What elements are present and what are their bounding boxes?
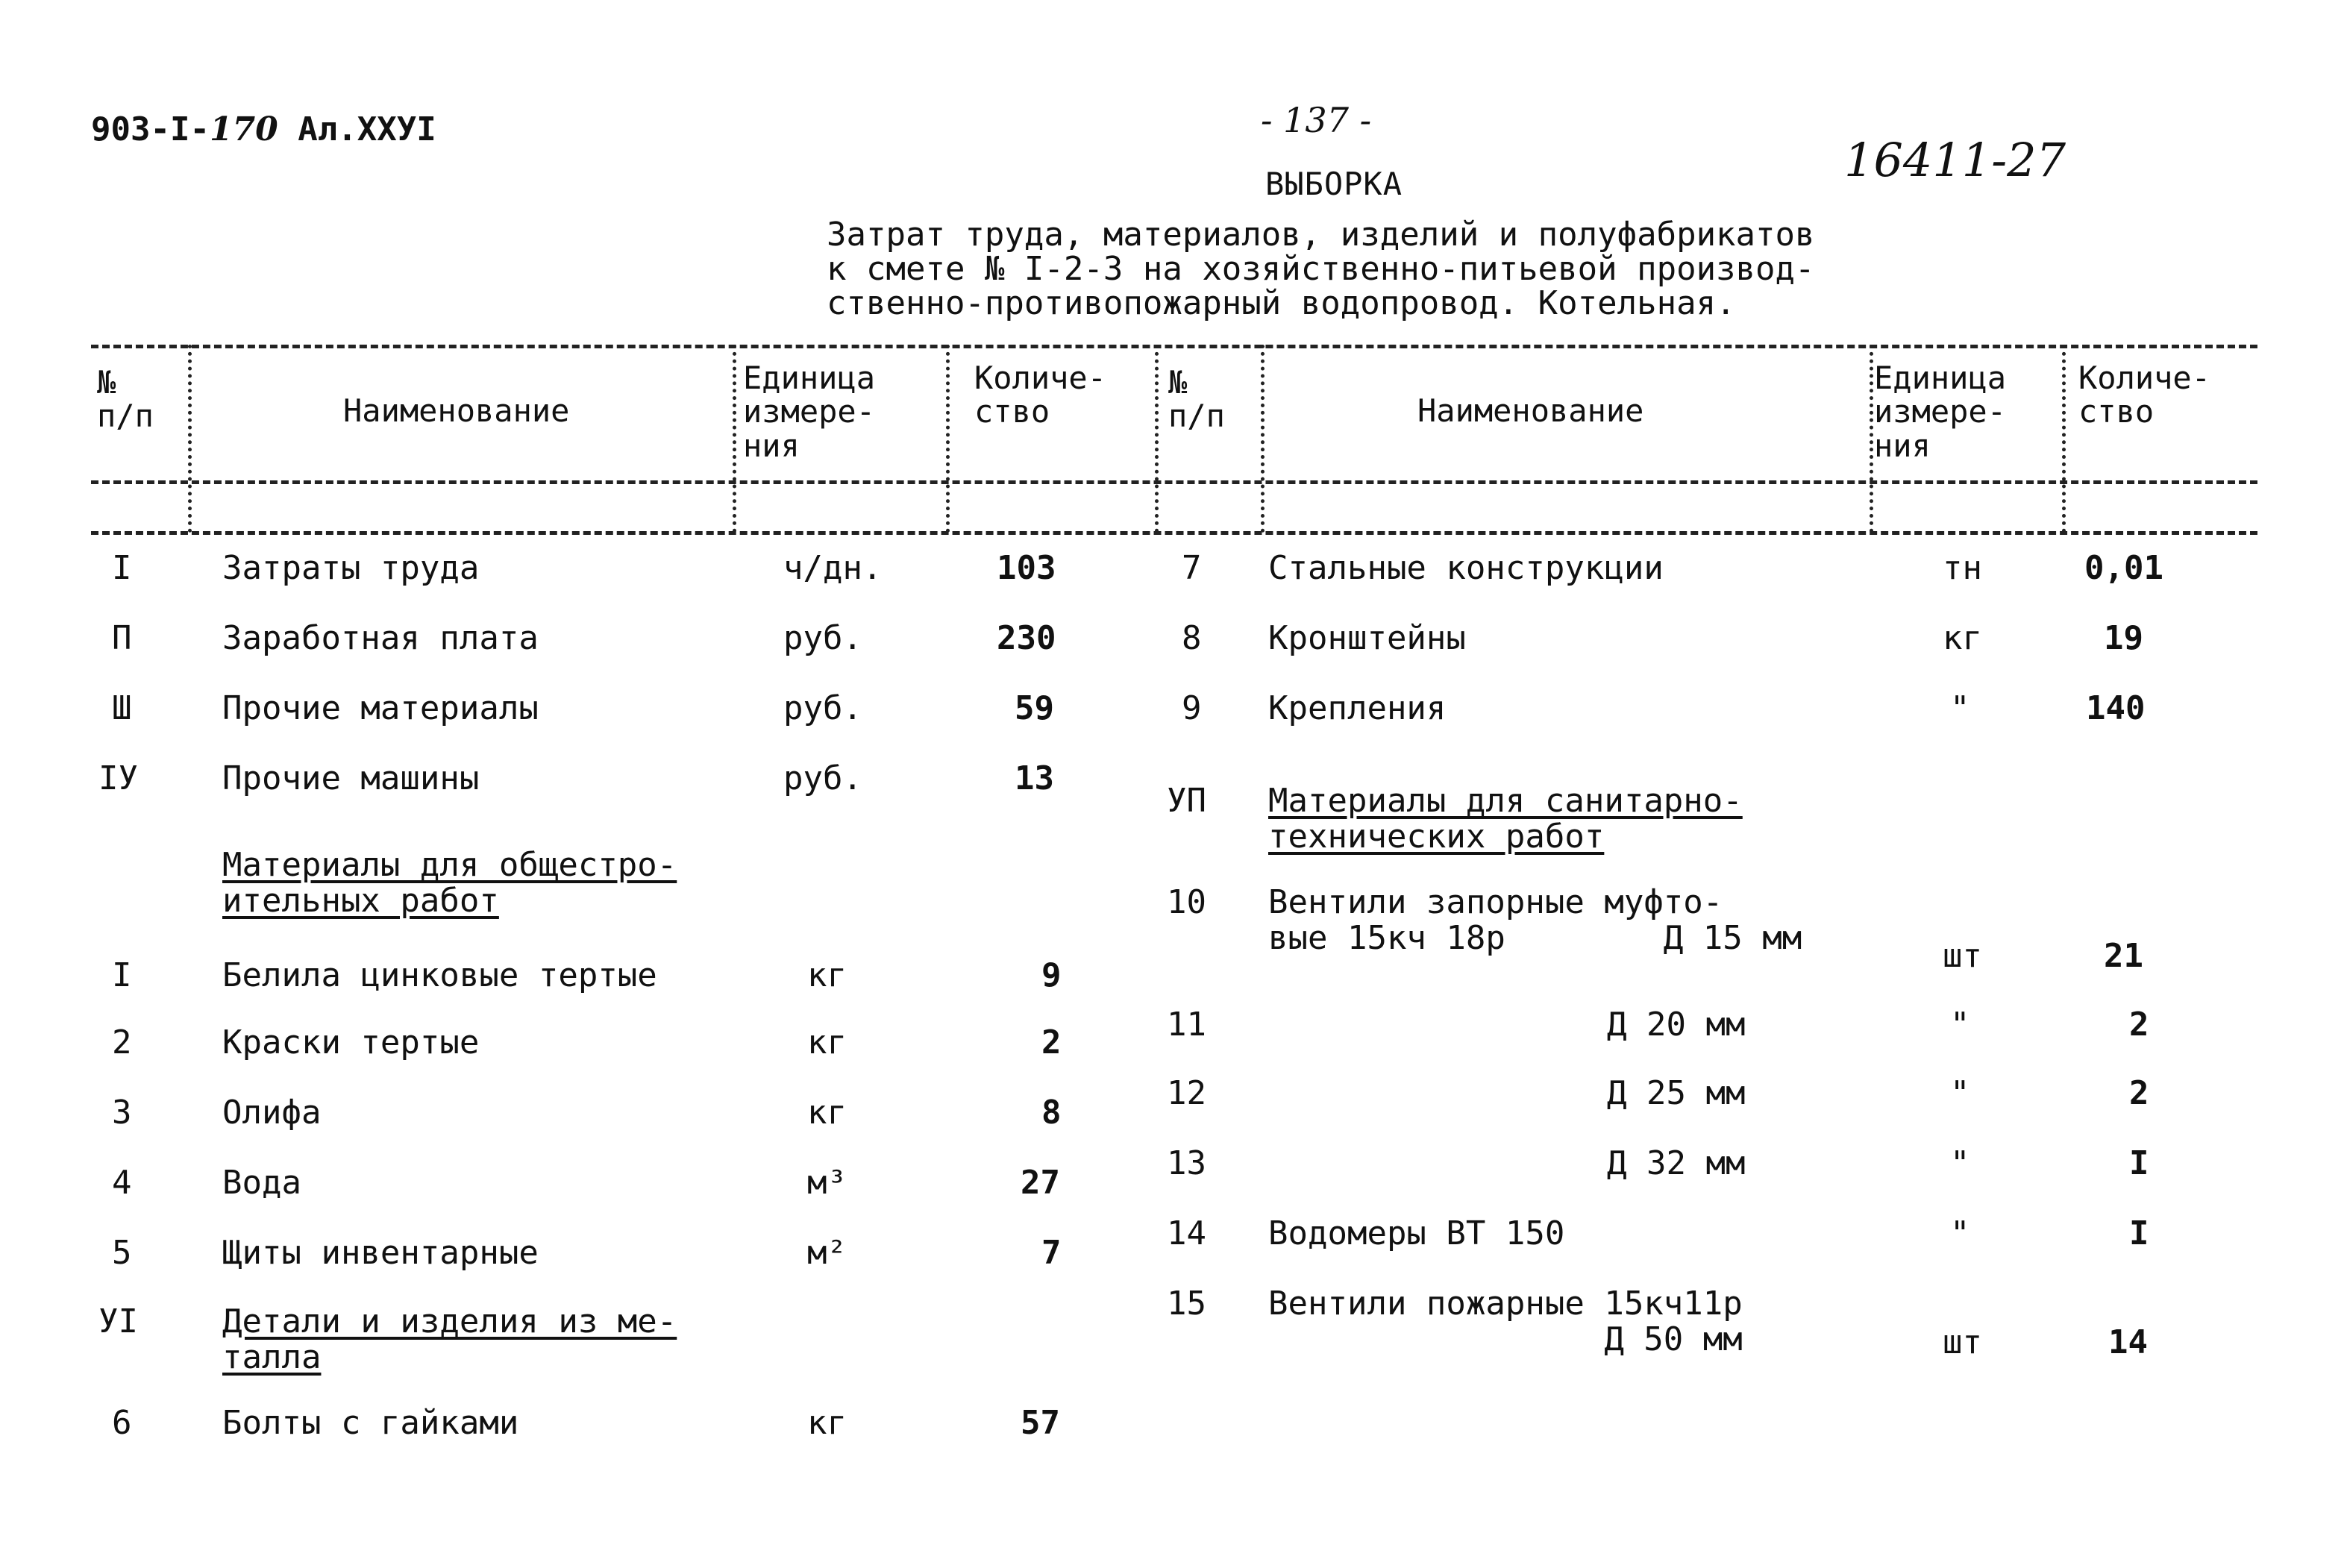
table-header-rule — [91, 480, 2257, 484]
row-num: 10 — [1167, 883, 1206, 921]
page-number: - 137 - — [1261, 100, 1372, 140]
column-header-name: Наименование — [343, 392, 570, 429]
row-name: Стальные конструкции — [1268, 549, 1664, 587]
column-header-unit: Единица измере- ния — [1874, 360, 2007, 464]
document-subtitle: Затрат труда, материалов, изделий и полуфабрикатов к смете № I-2-3 на хозяйственно-питьевой производ- ственно-противопожарный водопровод. Котельная. — [827, 216, 1815, 323]
row-qty: 19 — [2104, 619, 2143, 657]
row-name: Заработная плата — [222, 619, 539, 657]
row-name: Вентили запорные муфто- вые 15кч 18р Д 15 мм — [1268, 883, 1802, 958]
row-name: Щиты инвентарные — [222, 1234, 539, 1272]
row-qty: 14 — [2108, 1323, 2148, 1361]
column-divider — [188, 345, 192, 533]
row-unit: " — [1950, 1214, 1970, 1252]
row-qty: 2 — [1041, 1023, 1062, 1061]
row-qty: 59 — [1015, 689, 1054, 727]
row-num: П — [112, 619, 132, 657]
row-num: 8 — [1182, 619, 1202, 657]
row-name: Краски тертые — [222, 1023, 480, 1061]
column-header-qty: Количе- ство — [2078, 360, 2211, 430]
row-num: 5 — [112, 1234, 132, 1272]
column-divider — [946, 345, 950, 533]
row-unit: " — [1950, 1074, 1970, 1112]
row-unit: шт — [1943, 1323, 1982, 1361]
row-unit: " — [1950, 1006, 1970, 1044]
row-qty: 230 — [997, 619, 1056, 657]
row-unit: руб. — [783, 619, 862, 657]
column-divider — [1261, 345, 1265, 533]
row-num: IУ — [98, 759, 138, 797]
section-heading: Детали и изделия из ме- талла — [222, 1302, 677, 1377]
row-qty: 140 — [2086, 689, 2146, 727]
row-unit: руб. — [783, 689, 862, 727]
column-header-qty: Количе- ство — [974, 360, 1107, 430]
column-divider — [2062, 345, 2066, 533]
row-num: 3 — [112, 1094, 132, 1132]
row-unit: ч/дн. — [783, 549, 883, 587]
column-header-num: № п/п — [1168, 364, 1225, 435]
row-unit: кг — [807, 956, 847, 994]
row-num: 11 — [1167, 1006, 1206, 1044]
row-unit: м³ — [807, 1164, 847, 1202]
row-name: Водомеры ВТ 150 — [1268, 1214, 1565, 1252]
row-unit: руб. — [783, 759, 862, 797]
row-name: Болты с гайками — [222, 1404, 519, 1442]
row-name: Вентили пожарные 15кч11р Д 50 мм — [1268, 1285, 1743, 1359]
row-qty: 57 — [1021, 1404, 1060, 1442]
row-unit: шт — [1943, 937, 1982, 975]
row-qty: 0,01 — [2084, 549, 2163, 587]
row-unit: " — [1950, 689, 1970, 727]
row-name: Д 25 мм — [1607, 1074, 1746, 1112]
row-name: Белила цинковые тертые — [222, 956, 657, 994]
row-qty: 103 — [997, 549, 1056, 587]
sheet-number: 16411-27 — [1844, 133, 2066, 187]
row-qty: 21 — [2104, 937, 2143, 975]
column-divider — [733, 345, 736, 533]
column-header-num: № п/п — [97, 364, 154, 435]
row-qty: 27 — [1021, 1164, 1060, 1202]
row-unit: " — [1950, 1144, 1970, 1182]
row-num: 15 — [1167, 1285, 1206, 1323]
row-name: Олифа — [222, 1094, 322, 1132]
section-heading: Материалы для санитарно- технических работ — [1268, 782, 1743, 856]
row-num: 4 — [112, 1164, 132, 1202]
row-num: 9 — [1182, 689, 1202, 727]
table-header-bottom-rule — [91, 531, 2257, 535]
row-unit: кг — [1943, 619, 1982, 657]
row-name: Крепления — [1268, 689, 1447, 727]
document-code-handwritten: 170 — [209, 110, 278, 148]
column-header-name: Наименование — [1417, 392, 1644, 429]
row-num: 7 — [1182, 549, 1202, 587]
row-unit: кг — [807, 1404, 847, 1442]
row-num: 2 — [112, 1023, 132, 1061]
row-name: Кронштейны — [1268, 619, 1466, 657]
row-num: I — [112, 549, 132, 587]
row-name: Прочие материалы — [222, 689, 539, 727]
row-num: 13 — [1167, 1144, 1206, 1182]
row-num: 12 — [1167, 1074, 1206, 1112]
row-qty: 2 — [2129, 1074, 2149, 1112]
row-name: Д 20 мм — [1607, 1006, 1746, 1044]
section-heading: Материалы для общестро- ительных работ — [222, 846, 677, 921]
row-num: 6 — [112, 1404, 132, 1442]
row-qty: 2 — [2129, 1006, 2149, 1044]
row-name: Д 32 мм — [1607, 1144, 1746, 1182]
row-num: УI — [98, 1302, 138, 1340]
column-divider — [1155, 345, 1159, 533]
row-num: I — [112, 956, 132, 994]
row-num: Ш — [112, 689, 132, 727]
row-name: Прочие машины — [222, 759, 480, 797]
row-unit: тн — [1943, 549, 1982, 587]
row-qty: I — [2129, 1144, 2149, 1182]
row-qty: 9 — [1041, 956, 1062, 994]
document-title: ВЫБОРКА — [1265, 166, 1403, 202]
row-name: Вода — [222, 1164, 301, 1202]
column-header-unit: Единица измере- ния — [743, 360, 876, 464]
table-top-rule — [91, 345, 2257, 348]
row-qty: 13 — [1015, 759, 1054, 797]
row-qty: 8 — [1041, 1094, 1062, 1132]
column-divider — [1870, 345, 1873, 533]
row-qty: 7 — [1041, 1234, 1062, 1272]
document-code: 903-I-170 Ал.XXУI — [91, 110, 436, 148]
row-unit: кг — [807, 1023, 847, 1061]
row-num: УП — [1167, 782, 1206, 820]
row-num: 14 — [1167, 1214, 1206, 1252]
row-qty: I — [2129, 1214, 2149, 1252]
row-unit: кг — [807, 1094, 847, 1132]
row-unit: м² — [807, 1234, 847, 1272]
row-name: Затраты труда — [222, 549, 480, 587]
